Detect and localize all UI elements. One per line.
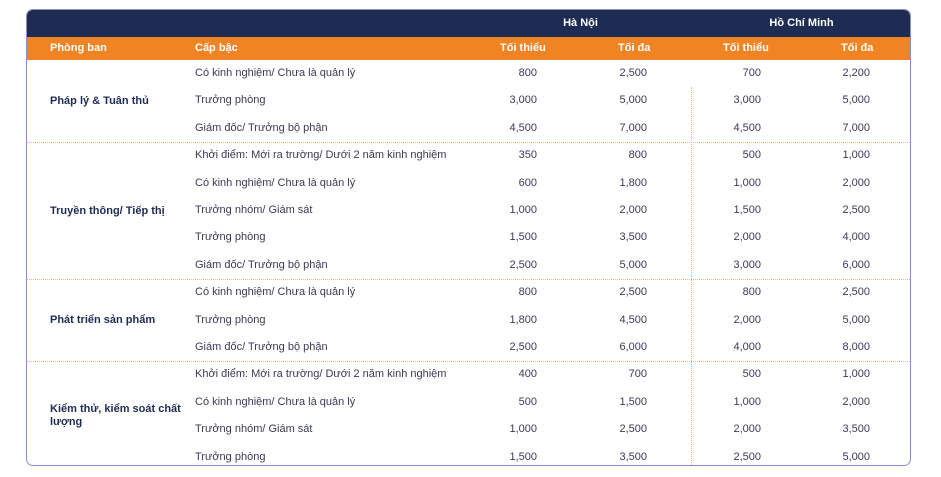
hcm-min-cell: 3,000 [733,258,761,271]
table-row [27,334,910,361]
department-name: Kiểm thử, kiểm soát chất lượng [50,403,181,429]
hcm-min-cell: 500 [742,368,761,381]
hanoi-max-cell: 700 [628,368,647,381]
hanoi-max-cell: 3,500 [619,231,647,244]
hcm-max-cell: 1,000 [842,368,870,381]
level-cell: Có kinh nghiệm/ Chưa là quản lý [195,286,356,299]
column-header-department: Phòng ban [50,42,107,54]
hcm-max-cell: 5,000 [842,94,870,107]
hanoi-max-cell: 6,000 [619,340,647,353]
level-cell: Có kinh nghiệm/ Chưa là quản lý [195,67,356,79]
level-cell: Trưởng nhóm/ Giám sát [195,423,313,436]
hcm-min-cell: 4,500 [733,121,761,134]
hcm-min-cell: 1,500 [733,203,761,216]
hanoi-max-cell: 800 [628,149,647,162]
hcm-max-cell: 2,000 [842,176,870,189]
hcm-min-cell: 800 [742,286,761,299]
hcm-max-cell: 6,000 [842,258,870,271]
hanoi-min-cell: 1,500 [509,450,537,463]
level-cell: Có kinh nghiệm/ Chưa là quản lý [195,395,356,408]
hanoi-max-cell: 2,000 [619,203,647,216]
table-row [27,170,910,197]
level-cell: Giám đốc/ Trưởng bộ phận [195,121,328,134]
salary-table [26,9,911,466]
hcm-max-cell: 8,000 [842,340,870,353]
department-group [27,361,910,466]
table-row [27,197,910,224]
level-cell: Giám đốc/ Trưởng bộ phận [195,258,328,271]
hanoi-min-cell: 800 [518,67,537,79]
table-row [27,389,910,416]
hcm-min-cell: 4,000 [733,340,761,353]
hanoi-min-cell: 3,000 [509,94,537,107]
hanoi-max-cell: 3,500 [619,450,647,463]
column-header-row [27,37,910,60]
department-group [27,60,910,143]
hanoi-max-cell: 1,500 [619,395,647,408]
level-cell: Có kinh nghiệm/ Chưa là quản lý [195,176,356,189]
hanoi-max-cell: 5,000 [619,94,647,107]
hanoi-max-cell: 2,500 [619,67,647,79]
hcm-min-cell: 1,000 [733,395,761,408]
hanoi-min-cell: 1,800 [509,313,537,326]
hanoi-min-cell: 600 [518,176,537,189]
table-row [27,252,910,279]
column-header-max-hcm: Tối đa [841,42,874,54]
hanoi-min-cell: 1,000 [509,203,537,216]
table-row [27,279,910,306]
hanoi-min-cell: 1,000 [509,423,537,436]
column-header-min-hcm: Tối thiểu [723,42,769,54]
column-header-max-hanoi: Tối đa [618,42,651,54]
hanoi-min-cell: 400 [518,368,537,381]
table-body [27,60,910,465]
city-header-row [27,10,910,37]
hanoi-max-cell: 1,800 [619,176,647,189]
hcm-min-cell: 2,000 [733,313,761,326]
hcm-max-cell: 5,000 [842,313,870,326]
column-header-min-hanoi: Tối thiểu [500,42,546,54]
hanoi-min-cell: 2,500 [509,258,537,271]
department-group [27,279,910,362]
hcm-max-cell: 4,000 [842,231,870,244]
level-cell: Trưởng nhóm/ Giám sát [195,203,313,216]
city-hanoi-header: Hà Nội [563,17,598,29]
level-cell: Khởi điểm: Mới ra trường/ Dưới 2 năm kinh nghiệm [195,368,447,381]
hanoi-min-cell: 800 [518,286,537,299]
hcm-min-cell: 2,000 [733,423,761,436]
level-cell: Trưởng phòng [195,231,266,244]
city-hcm-header: Hồ Chí Minh [769,17,834,29]
hcm-max-cell: 7,000 [842,121,870,134]
column-header-level: Cấp bậc [195,42,238,54]
table-row [27,444,910,466]
hcm-max-cell: 2,500 [842,203,870,216]
department-name: Phát triển sản phẩm [50,314,156,327]
table-row [27,87,910,114]
table-row [27,224,910,251]
hcm-min-cell: 1,000 [733,176,761,189]
hcm-max-cell: 2,200 [842,67,870,79]
level-cell: Trưởng phòng [195,94,266,107]
hcm-max-cell: 5,000 [842,450,870,463]
hanoi-min-cell: 350 [518,149,537,162]
level-cell: Giám đốc/ Trưởng bộ phận [195,340,328,353]
table-row [27,115,910,142]
level-cell: Trưởng phòng [195,313,266,326]
hanoi-min-cell: 500 [518,395,537,408]
hcm-min-cell: 700 [742,67,761,79]
hcm-min-cell: 2,000 [733,231,761,244]
department-group [27,142,910,280]
hanoi-max-cell: 7,000 [619,121,647,134]
hcm-max-cell: 2,500 [842,286,870,299]
table-row [27,60,910,87]
hcm-min-cell: 3,000 [733,94,761,107]
hcm-min-cell: 500 [742,149,761,162]
hanoi-max-cell: 5,000 [619,258,647,271]
level-cell: Khởi điểm: Mới ra trường/ Dưới 2 năm kinh nghiệm [195,149,447,162]
hanoi-max-cell: 2,500 [619,423,647,436]
hcm-max-cell: 1,000 [842,149,870,162]
table-row [27,307,910,334]
hcm-min-cell: 2,500 [733,450,761,463]
hanoi-min-cell: 2,500 [509,340,537,353]
hanoi-min-cell: 1,500 [509,231,537,244]
table-row [27,361,910,388]
table-row [27,416,910,443]
hanoi-max-cell: 4,500 [619,313,647,326]
hcm-max-cell: 2,000 [842,395,870,408]
hanoi-min-cell: 4,500 [509,121,537,134]
level-cell: Trưởng phòng [195,450,266,463]
department-name: Truyền thông/ Tiếp thị [50,204,165,217]
department-name: Pháp lý & Tuân thủ [50,95,149,108]
hanoi-max-cell: 2,500 [619,286,647,299]
table-row [27,142,910,169]
hcm-max-cell: 3,500 [842,423,870,436]
